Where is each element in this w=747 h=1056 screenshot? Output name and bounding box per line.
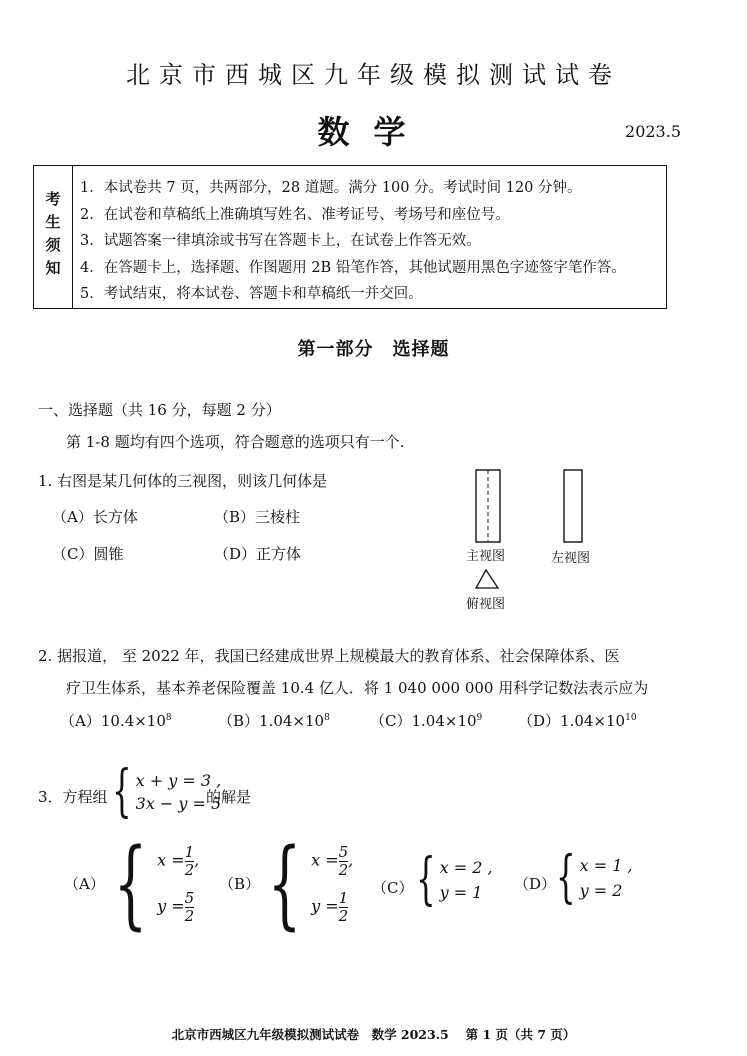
candidate-notice-box	[33, 165, 667, 309]
q2-option-d-exp: 10	[625, 713, 637, 723]
exam-date: 2023.5	[625, 122, 681, 141]
q3-b-y-frac	[339, 890, 349, 924]
q2-option-a-base: 10.4×10	[100, 712, 166, 730]
denominator: 2	[338, 906, 349, 925]
q2-option-c	[370, 710, 482, 731]
denominator: 2	[338, 860, 349, 879]
q3-c-brace: {	[416, 847, 436, 912]
q3-equation-system	[104, 759, 222, 824]
numerator: 5	[338, 843, 349, 861]
q3-b-x-lhs: x =	[311, 850, 339, 870]
q3-option-a	[100, 828, 200, 940]
q2-option-b-exp: 8	[324, 713, 330, 723]
notice-label: 考生须知	[43, 191, 62, 283]
subject-title: 数学	[317, 113, 430, 151]
q2-option-d	[518, 710, 637, 731]
question-2-line2: 疗卫生体系，基本养老保险覆盖 10.4 亿人．将 1 040 000 000 用科学记数法表示应为	[66, 679, 649, 697]
notice-list	[80, 175, 662, 308]
q3-a-x-lhs: x =	[157, 850, 185, 870]
q3-option-d-label: （D）	[514, 875, 557, 893]
q3-b-y-lhs: y =	[311, 896, 339, 916]
notice-item: 1．本试卷共 7 页，共两部分，28 道题。满分 100 分。考试时间 120 分钟。	[80, 180, 582, 196]
top-view-label: 俯视图	[466, 597, 506, 612]
numerator: 1	[184, 843, 195, 861]
q2-option-a	[60, 710, 172, 731]
front-view-label: 主视图	[466, 549, 506, 564]
q3-d-x: x = 1 ,	[579, 856, 633, 875]
notice-item: 5．考试结束，将本试卷、答题卡和草稿纸一并交回。	[80, 286, 423, 302]
question-2-line1: 2. 据报道， 至 2022 年，我国已经建成世界上规模最大的教育体系、社会保障体系、医	[38, 647, 620, 665]
notice-item: 2．在试卷和草稿纸上准确填写姓名、准考证号、考场号和座位号。	[80, 206, 510, 223]
question-3-prefix: 3．方程组	[38, 788, 108, 806]
part-instruction: 第 1-8 题均有四个选项，符合题意的选项只有一个.	[66, 433, 405, 451]
notice-label-cell	[34, 166, 73, 308]
top-view-triangle	[476, 570, 498, 588]
denominator: 2	[184, 906, 195, 925]
page-footer: 北京市西城区九年级模拟测试试卷 数学 2023.5 第 1 页（共 7 页）	[171, 1027, 576, 1042]
left-view-label: 左视图	[551, 551, 591, 566]
q3-a-y-frac	[185, 890, 195, 924]
q3-option-d	[548, 845, 633, 910]
q3-a-x: x = $\frac{1}{2}$ ,	[157, 843, 200, 879]
exam-title: 北京市西城区九年级模拟测试试卷	[126, 61, 621, 89]
q3-option-c-label: （C）	[372, 879, 414, 897]
q3-a-x-frac	[185, 844, 195, 878]
q3-option-a-label: （A）	[64, 875, 105, 893]
q3-eq1: x + y = 3 ,	[135, 771, 222, 790]
denominator: 2	[184, 860, 195, 879]
q3-d-brace: {	[556, 845, 576, 910]
part-title: 一、选择题（共 16 分，每题 2 分）	[38, 401, 281, 419]
q3-a-y	[157, 890, 199, 924]
q2-option-c-label: （C）	[370, 712, 412, 730]
q2-option-b-label: （B）	[218, 712, 260, 730]
q3-option-c	[408, 847, 493, 912]
question-1-stem: 1. 右图是某几何体的三视图，则该几何体是	[38, 472, 328, 490]
numerator: 1	[338, 889, 349, 907]
q3-a-brace: {	[113, 828, 148, 940]
q3-a-y-lhs: y =	[157, 896, 185, 916]
q3-d-y: y = 2	[579, 881, 623, 900]
q2-option-a-exp: 8	[165, 713, 172, 723]
q2-option-a-label: （A）	[60, 712, 101, 730]
q3-brace: {	[112, 759, 132, 824]
q3-b-x: x = $\frac{5}{2}$ ,	[311, 843, 354, 879]
q3-eq2: 3x − y = 5	[135, 794, 222, 813]
notice-item: 3．试题答案一律填涂或书写在答题卡上，在试卷上作答无效。	[80, 233, 481, 249]
q2-option-d-label: （D）	[518, 712, 561, 730]
q2-option-c-exp: 9	[476, 713, 483, 723]
q3-c-y: y = 1	[439, 883, 483, 902]
section-title: 第一部分 选择题	[297, 339, 450, 360]
q3-b-brace: {	[267, 828, 302, 940]
three-views-figure	[460, 462, 610, 612]
q1-option-a: （A）长方体	[52, 508, 138, 526]
question-3-suffix: 的解是	[206, 788, 252, 806]
q2-option-b-base: 1.04×10	[259, 712, 325, 730]
q3-b-y	[311, 890, 353, 924]
q2-option-d-base: 1.04×10	[560, 712, 626, 730]
q2-option-b	[218, 710, 330, 731]
numerator: 5	[184, 889, 195, 907]
q1-option-c: （C）圆锥	[52, 545, 124, 563]
q2-option-c-base: 1.04×10	[411, 712, 477, 730]
q1-option-d: （D）正方体	[214, 545, 302, 563]
left-view-rect	[564, 470, 582, 542]
q3-b-x-frac	[339, 844, 349, 878]
q3-option-b-label: （B）	[219, 875, 261, 893]
q1-option-b: （B）三棱柱	[214, 508, 301, 526]
q3-c-x: x = 2 ,	[439, 858, 493, 877]
notice-item: 4．在答题卡上，选择题、作图题用 2B 铅笔作答，其他试题用黑色字迹签字笔作答。	[80, 259, 626, 276]
q3-option-b	[254, 828, 354, 940]
